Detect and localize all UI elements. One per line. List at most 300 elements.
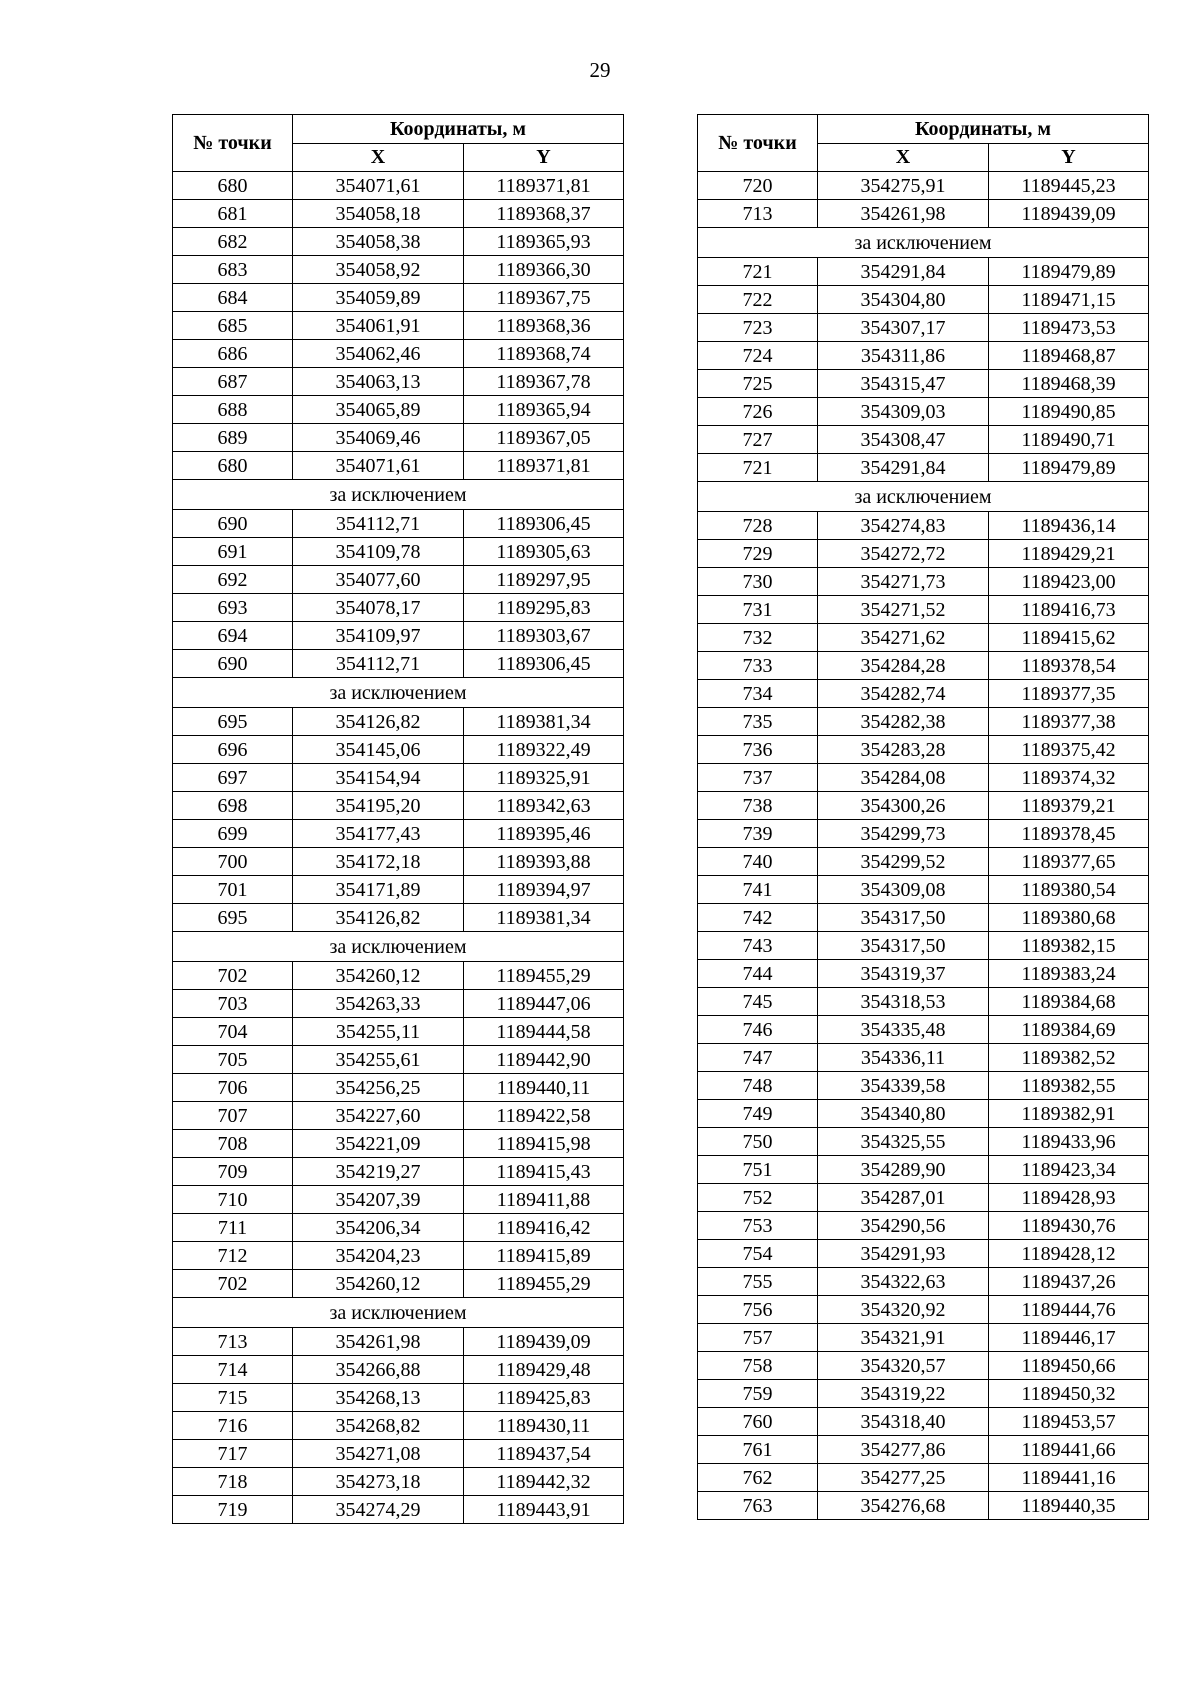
table-row bbox=[173, 200, 624, 228]
x-coordinate-cell: 354322,63 bbox=[818, 1268, 989, 1296]
y-coordinate-cell: 1189411,88 bbox=[464, 1186, 624, 1214]
x-coordinate-cell: 354268,82 bbox=[293, 1412, 464, 1440]
point-number-cell: 716 bbox=[173, 1412, 293, 1440]
x-coordinate-cell: 354282,38 bbox=[818, 708, 989, 736]
table-row bbox=[698, 286, 1149, 314]
table-row bbox=[173, 1130, 624, 1158]
exclusion-separator-row bbox=[698, 482, 1149, 512]
x-coordinate-cell: 354291,84 bbox=[818, 454, 989, 482]
y-column-header: Y bbox=[464, 143, 624, 172]
x-coordinate-cell: 354320,92 bbox=[818, 1296, 989, 1324]
y-column-header: Y bbox=[989, 143, 1149, 172]
point-number-cell: 683 bbox=[173, 256, 293, 284]
page-number: 29 bbox=[589, 58, 611, 82]
table-row bbox=[173, 962, 624, 990]
coordinates-header: Координаты, м bbox=[293, 115, 624, 144]
point-number-cell: 752 bbox=[698, 1184, 818, 1212]
y-coordinate-cell: 1189453,57 bbox=[989, 1408, 1149, 1436]
table-row bbox=[698, 398, 1149, 426]
y-coordinate-cell: 1189377,38 bbox=[989, 708, 1149, 736]
y-coordinate-cell: 1189422,58 bbox=[464, 1102, 624, 1130]
point-number-cell: 745 bbox=[698, 988, 818, 1016]
x-coordinate-cell: 354283,28 bbox=[818, 736, 989, 764]
x-coordinate-cell: 354271,73 bbox=[818, 568, 989, 596]
point-number-cell: 694 bbox=[173, 622, 293, 650]
point-number-cell: 690 bbox=[173, 650, 293, 678]
point-number-cell: 688 bbox=[173, 396, 293, 424]
y-coordinate-cell: 1189429,21 bbox=[989, 540, 1149, 568]
point-number-cell: 721 bbox=[698, 454, 818, 482]
y-coordinate-cell: 1189382,55 bbox=[989, 1072, 1149, 1100]
y-coordinate-cell: 1189429,48 bbox=[464, 1356, 624, 1384]
point-number-cell: 763 bbox=[698, 1492, 818, 1520]
x-coordinate-cell: 354335,48 bbox=[818, 1016, 989, 1044]
table-row bbox=[173, 622, 624, 650]
x-column-header: X bbox=[818, 143, 989, 172]
point-number-cell: 714 bbox=[173, 1356, 293, 1384]
exclusion-label: за исключением bbox=[698, 228, 1149, 258]
table-row bbox=[173, 1384, 624, 1412]
y-coordinate-cell: 1189430,11 bbox=[464, 1412, 624, 1440]
x-coordinate-cell: 354307,17 bbox=[818, 314, 989, 342]
point-number-cell: 695 bbox=[173, 708, 293, 736]
point-number-cell: 719 bbox=[173, 1496, 293, 1524]
table-row bbox=[173, 228, 624, 256]
y-coordinate-cell: 1189365,94 bbox=[464, 396, 624, 424]
x-coordinate-cell: 354308,47 bbox=[818, 426, 989, 454]
y-coordinate-cell: 1189479,89 bbox=[989, 454, 1149, 482]
table-row bbox=[173, 1158, 624, 1186]
point-number-cell: 747 bbox=[698, 1044, 818, 1072]
table-row bbox=[698, 1072, 1149, 1100]
x-coordinate-cell: 354309,03 bbox=[818, 398, 989, 426]
table-row bbox=[173, 1242, 624, 1270]
point-number-cell: 742 bbox=[698, 904, 818, 932]
x-coordinate-cell: 354266,88 bbox=[293, 1356, 464, 1384]
point-number-cell: 711 bbox=[173, 1214, 293, 1242]
point-number-cell: 720 bbox=[698, 172, 818, 200]
x-coordinate-cell: 354320,57 bbox=[818, 1352, 989, 1380]
x-coordinate-cell: 354309,08 bbox=[818, 876, 989, 904]
x-coordinate-cell: 354277,86 bbox=[818, 1436, 989, 1464]
table-row bbox=[698, 932, 1149, 960]
x-coordinate-cell: 354063,13 bbox=[293, 368, 464, 396]
point-number-header: № точки bbox=[173, 115, 293, 172]
table-row bbox=[698, 1212, 1149, 1240]
point-number-cell: 697 bbox=[173, 764, 293, 792]
y-coordinate-cell: 1189473,53 bbox=[989, 314, 1149, 342]
point-number-cell: 685 bbox=[173, 312, 293, 340]
point-number-cell: 702 bbox=[173, 1270, 293, 1298]
x-coordinate-cell: 354271,62 bbox=[818, 624, 989, 652]
y-coordinate-cell: 1189433,96 bbox=[989, 1128, 1149, 1156]
y-coordinate-cell: 1189450,66 bbox=[989, 1352, 1149, 1380]
y-coordinate-cell: 1189381,34 bbox=[464, 904, 624, 932]
table-row bbox=[173, 1270, 624, 1298]
table-row bbox=[698, 708, 1149, 736]
table-row bbox=[173, 1046, 624, 1074]
y-coordinate-cell: 1189444,58 bbox=[464, 1018, 624, 1046]
y-coordinate-cell: 1189379,21 bbox=[989, 792, 1149, 820]
y-coordinate-cell: 1189440,35 bbox=[989, 1492, 1149, 1520]
coordinates-table-left-body bbox=[173, 172, 624, 1524]
table-row bbox=[173, 1074, 624, 1102]
x-coordinate-cell: 354207,39 bbox=[293, 1186, 464, 1214]
table-row bbox=[173, 764, 624, 792]
point-number-cell: 686 bbox=[173, 340, 293, 368]
exclusion-label: за исключением bbox=[698, 482, 1149, 512]
x-coordinate-cell: 354325,55 bbox=[818, 1128, 989, 1156]
table-row bbox=[698, 904, 1149, 932]
point-number-cell: 741 bbox=[698, 876, 818, 904]
x-coordinate-cell: 354318,53 bbox=[818, 988, 989, 1016]
x-coordinate-cell: 354290,56 bbox=[818, 1212, 989, 1240]
table-row bbox=[173, 1102, 624, 1130]
point-number-cell: 736 bbox=[698, 736, 818, 764]
table-row bbox=[173, 876, 624, 904]
point-number-cell: 689 bbox=[173, 424, 293, 452]
table-row bbox=[173, 172, 624, 200]
y-coordinate-cell: 1189479,89 bbox=[989, 258, 1149, 286]
y-coordinate-cell: 1189437,54 bbox=[464, 1440, 624, 1468]
point-number-cell: 722 bbox=[698, 286, 818, 314]
point-number-cell: 727 bbox=[698, 426, 818, 454]
table-row bbox=[698, 792, 1149, 820]
point-number-cell: 700 bbox=[173, 848, 293, 876]
exclusion-label: за исключением bbox=[173, 1298, 624, 1328]
x-coordinate-cell: 354289,90 bbox=[818, 1156, 989, 1184]
table-row bbox=[173, 736, 624, 764]
point-number-cell: 743 bbox=[698, 932, 818, 960]
x-coordinate-cell: 354300,26 bbox=[818, 792, 989, 820]
x-coordinate-cell: 354077,60 bbox=[293, 566, 464, 594]
table-row bbox=[698, 680, 1149, 708]
exclusion-label: за исключением bbox=[173, 932, 624, 962]
point-number-cell: 699 bbox=[173, 820, 293, 848]
point-number-cell: 759 bbox=[698, 1380, 818, 1408]
y-coordinate-cell: 1189368,37 bbox=[464, 200, 624, 228]
y-coordinate-cell: 1189423,00 bbox=[989, 568, 1149, 596]
y-coordinate-cell: 1189439,09 bbox=[989, 200, 1149, 228]
table-row bbox=[698, 540, 1149, 568]
table-row bbox=[698, 1492, 1149, 1520]
point-number-cell: 680 bbox=[173, 452, 293, 480]
point-number-cell: 704 bbox=[173, 1018, 293, 1046]
y-coordinate-cell: 1189380,54 bbox=[989, 876, 1149, 904]
table-row bbox=[698, 988, 1149, 1016]
y-coordinate-cell: 1189374,32 bbox=[989, 764, 1149, 792]
table-row bbox=[698, 200, 1149, 228]
y-coordinate-cell: 1189367,78 bbox=[464, 368, 624, 396]
table-row bbox=[173, 1328, 624, 1356]
x-coordinate-cell: 354276,68 bbox=[818, 1492, 989, 1520]
table-row bbox=[698, 1128, 1149, 1156]
y-coordinate-cell: 1189442,90 bbox=[464, 1046, 624, 1074]
y-coordinate-cell: 1189445,23 bbox=[989, 172, 1149, 200]
y-coordinate-cell: 1189367,05 bbox=[464, 424, 624, 452]
x-coordinate-cell: 354261,98 bbox=[293, 1328, 464, 1356]
y-coordinate-cell: 1189378,45 bbox=[989, 820, 1149, 848]
y-coordinate-cell: 1189384,69 bbox=[989, 1016, 1149, 1044]
y-coordinate-cell: 1189368,74 bbox=[464, 340, 624, 368]
x-coordinate-cell: 354109,78 bbox=[293, 538, 464, 566]
x-coordinate-cell: 354078,17 bbox=[293, 594, 464, 622]
y-coordinate-cell: 1189468,39 bbox=[989, 370, 1149, 398]
y-coordinate-cell: 1189415,89 bbox=[464, 1242, 624, 1270]
x-coordinate-cell: 354227,60 bbox=[293, 1102, 464, 1130]
y-coordinate-cell: 1189455,29 bbox=[464, 962, 624, 990]
y-coordinate-cell: 1189394,97 bbox=[464, 876, 624, 904]
point-number-cell: 710 bbox=[173, 1186, 293, 1214]
point-number-cell: 712 bbox=[173, 1242, 293, 1270]
y-coordinate-cell: 1189365,93 bbox=[464, 228, 624, 256]
x-coordinate-cell: 354145,06 bbox=[293, 736, 464, 764]
exclusion-separator-row bbox=[698, 228, 1149, 258]
exclusion-separator-row bbox=[173, 678, 624, 708]
table-row bbox=[173, 510, 624, 538]
x-coordinate-cell: 354299,52 bbox=[818, 848, 989, 876]
y-coordinate-cell: 1189428,12 bbox=[989, 1240, 1149, 1268]
x-coordinate-cell: 354339,58 bbox=[818, 1072, 989, 1100]
point-number-cell: 739 bbox=[698, 820, 818, 848]
y-coordinate-cell: 1189384,68 bbox=[989, 988, 1149, 1016]
exclusion-label: за исключением bbox=[173, 480, 624, 510]
y-coordinate-cell: 1189382,15 bbox=[989, 932, 1149, 960]
point-number-cell: 731 bbox=[698, 596, 818, 624]
x-coordinate-cell: 354059,89 bbox=[293, 284, 464, 312]
x-coordinate-cell: 354177,43 bbox=[293, 820, 464, 848]
x-coordinate-cell: 354061,91 bbox=[293, 312, 464, 340]
y-coordinate-cell: 1189368,36 bbox=[464, 312, 624, 340]
point-number-cell: 732 bbox=[698, 624, 818, 652]
x-coordinate-cell: 354336,11 bbox=[818, 1044, 989, 1072]
x-coordinate-cell: 354340,80 bbox=[818, 1100, 989, 1128]
x-coordinate-cell: 354317,50 bbox=[818, 932, 989, 960]
x-coordinate-cell: 354195,20 bbox=[293, 792, 464, 820]
point-number-cell: 680 bbox=[173, 172, 293, 200]
point-number-cell: 723 bbox=[698, 314, 818, 342]
table-row bbox=[698, 1016, 1149, 1044]
y-coordinate-cell: 1189439,09 bbox=[464, 1328, 624, 1356]
x-coordinate-cell: 354318,40 bbox=[818, 1408, 989, 1436]
table-row bbox=[173, 538, 624, 566]
table-row bbox=[698, 876, 1149, 904]
y-coordinate-cell: 1189381,34 bbox=[464, 708, 624, 736]
point-number-cell: 756 bbox=[698, 1296, 818, 1324]
table-row bbox=[173, 1018, 624, 1046]
x-coordinate-cell: 354291,93 bbox=[818, 1240, 989, 1268]
y-coordinate-cell: 1189375,42 bbox=[989, 736, 1149, 764]
table-row bbox=[698, 1184, 1149, 1212]
coordinates-table-left bbox=[172, 114, 624, 1524]
table-row bbox=[698, 1324, 1149, 1352]
x-coordinate-cell: 354126,82 bbox=[293, 904, 464, 932]
point-number-cell: 734 bbox=[698, 680, 818, 708]
y-coordinate-cell: 1189490,85 bbox=[989, 398, 1149, 426]
table-row bbox=[698, 1296, 1149, 1324]
table-row bbox=[173, 1496, 624, 1524]
y-coordinate-cell: 1189415,98 bbox=[464, 1130, 624, 1158]
point-number-cell: 750 bbox=[698, 1128, 818, 1156]
table-row bbox=[173, 594, 624, 622]
x-coordinate-cell: 354256,25 bbox=[293, 1074, 464, 1102]
table-row bbox=[698, 172, 1149, 200]
x-coordinate-cell: 354319,22 bbox=[818, 1380, 989, 1408]
table-row bbox=[698, 1240, 1149, 1268]
point-number-cell: 758 bbox=[698, 1352, 818, 1380]
x-coordinate-cell: 354171,89 bbox=[293, 876, 464, 904]
x-coordinate-cell: 354062,46 bbox=[293, 340, 464, 368]
y-coordinate-cell: 1189468,87 bbox=[989, 342, 1149, 370]
y-coordinate-cell: 1189342,63 bbox=[464, 792, 624, 820]
table-row bbox=[173, 792, 624, 820]
x-coordinate-cell: 354154,94 bbox=[293, 764, 464, 792]
x-column-header: X bbox=[293, 143, 464, 172]
y-coordinate-cell: 1189380,68 bbox=[989, 904, 1149, 932]
point-number-cell: 724 bbox=[698, 342, 818, 370]
table-row bbox=[173, 340, 624, 368]
point-number-cell: 749 bbox=[698, 1100, 818, 1128]
table-row bbox=[173, 1412, 624, 1440]
point-number-cell: 705 bbox=[173, 1046, 293, 1074]
y-coordinate-cell: 1189415,43 bbox=[464, 1158, 624, 1186]
point-number-cell: 693 bbox=[173, 594, 293, 622]
y-coordinate-cell: 1189471,15 bbox=[989, 286, 1149, 314]
y-coordinate-cell: 1189490,71 bbox=[989, 426, 1149, 454]
exclusion-label: за исключением bbox=[173, 678, 624, 708]
table-row bbox=[173, 424, 624, 452]
y-coordinate-cell: 1189383,24 bbox=[989, 960, 1149, 988]
y-coordinate-cell: 1189441,16 bbox=[989, 1464, 1149, 1492]
x-coordinate-cell: 354221,09 bbox=[293, 1130, 464, 1158]
table-row bbox=[698, 454, 1149, 482]
point-number-cell: 760 bbox=[698, 1408, 818, 1436]
exclusion-separator-row bbox=[173, 480, 624, 510]
table-row bbox=[698, 596, 1149, 624]
y-coordinate-cell: 1189447,06 bbox=[464, 990, 624, 1018]
point-number-cell: 696 bbox=[173, 736, 293, 764]
x-coordinate-cell: 354304,80 bbox=[818, 286, 989, 314]
point-number-cell: 757 bbox=[698, 1324, 818, 1352]
table-row bbox=[173, 820, 624, 848]
point-number-cell: 690 bbox=[173, 510, 293, 538]
y-coordinate-cell: 1189442,32 bbox=[464, 1468, 624, 1496]
x-coordinate-cell: 354274,83 bbox=[818, 512, 989, 540]
x-coordinate-cell: 354206,34 bbox=[293, 1214, 464, 1242]
x-coordinate-cell: 354271,52 bbox=[818, 596, 989, 624]
table-row bbox=[173, 708, 624, 736]
point-number-cell: 684 bbox=[173, 284, 293, 312]
table-row bbox=[698, 314, 1149, 342]
exclusion-separator-row bbox=[173, 932, 624, 962]
point-number-cell: 717 bbox=[173, 1440, 293, 1468]
point-number-cell: 737 bbox=[698, 764, 818, 792]
point-number-cell: 701 bbox=[173, 876, 293, 904]
point-number-cell: 713 bbox=[173, 1328, 293, 1356]
point-number-cell: 691 bbox=[173, 538, 293, 566]
y-coordinate-cell: 1189446,17 bbox=[989, 1324, 1149, 1352]
x-coordinate-cell: 354255,11 bbox=[293, 1018, 464, 1046]
x-coordinate-cell: 354071,61 bbox=[293, 172, 464, 200]
table-row bbox=[173, 1356, 624, 1384]
x-coordinate-cell: 354317,50 bbox=[818, 904, 989, 932]
table-row bbox=[698, 568, 1149, 596]
point-number-cell: 748 bbox=[698, 1072, 818, 1100]
point-number-cell: 761 bbox=[698, 1436, 818, 1464]
table-row bbox=[173, 452, 624, 480]
x-coordinate-cell: 354065,89 bbox=[293, 396, 464, 424]
table-row bbox=[698, 370, 1149, 398]
table-row bbox=[698, 512, 1149, 540]
point-number-cell: 713 bbox=[698, 200, 818, 228]
y-coordinate-cell: 1189377,35 bbox=[989, 680, 1149, 708]
y-coordinate-cell: 1189378,54 bbox=[989, 652, 1149, 680]
y-coordinate-cell: 1189295,83 bbox=[464, 594, 624, 622]
x-coordinate-cell: 354260,12 bbox=[293, 962, 464, 990]
point-number-cell: 735 bbox=[698, 708, 818, 736]
point-number-cell: 746 bbox=[698, 1016, 818, 1044]
table-row bbox=[173, 904, 624, 932]
point-number-cell: 718 bbox=[173, 1468, 293, 1496]
coordinates-header: Координаты, м bbox=[818, 115, 1149, 144]
y-coordinate-cell: 1189377,65 bbox=[989, 848, 1149, 876]
y-coordinate-cell: 1189322,49 bbox=[464, 736, 624, 764]
x-coordinate-cell: 354109,97 bbox=[293, 622, 464, 650]
point-number-cell: 753 bbox=[698, 1212, 818, 1240]
table-row bbox=[698, 1156, 1149, 1184]
table-row bbox=[698, 764, 1149, 792]
y-coordinate-cell: 1189437,26 bbox=[989, 1268, 1149, 1296]
x-coordinate-cell: 354255,61 bbox=[293, 1046, 464, 1074]
table-row bbox=[698, 1464, 1149, 1492]
x-coordinate-cell: 354284,28 bbox=[818, 652, 989, 680]
table-row bbox=[173, 990, 624, 1018]
y-coordinate-cell: 1189382,91 bbox=[989, 1100, 1149, 1128]
exclusion-separator-row bbox=[173, 1298, 624, 1328]
point-number-cell: 725 bbox=[698, 370, 818, 398]
x-coordinate-cell: 354277,25 bbox=[818, 1464, 989, 1492]
y-coordinate-cell: 1189443,91 bbox=[464, 1496, 624, 1524]
x-coordinate-cell: 354315,47 bbox=[818, 370, 989, 398]
x-coordinate-cell: 354058,92 bbox=[293, 256, 464, 284]
point-number-cell: 708 bbox=[173, 1130, 293, 1158]
point-number-cell: 738 bbox=[698, 792, 818, 820]
point-number-cell: 707 bbox=[173, 1102, 293, 1130]
table-row bbox=[698, 1100, 1149, 1128]
table-row bbox=[698, 736, 1149, 764]
x-coordinate-cell: 354219,27 bbox=[293, 1158, 464, 1186]
table-row bbox=[173, 1440, 624, 1468]
y-coordinate-cell: 1189455,29 bbox=[464, 1270, 624, 1298]
x-coordinate-cell: 354058,38 bbox=[293, 228, 464, 256]
point-number-cell: 740 bbox=[698, 848, 818, 876]
point-number-cell: 726 bbox=[698, 398, 818, 426]
point-number-cell: 744 bbox=[698, 960, 818, 988]
y-coordinate-cell: 1189423,34 bbox=[989, 1156, 1149, 1184]
y-coordinate-cell: 1189382,52 bbox=[989, 1044, 1149, 1072]
table-row bbox=[173, 368, 624, 396]
x-coordinate-cell: 354271,08 bbox=[293, 1440, 464, 1468]
x-coordinate-cell: 354272,72 bbox=[818, 540, 989, 568]
x-coordinate-cell: 354311,86 bbox=[818, 342, 989, 370]
table-row bbox=[698, 960, 1149, 988]
table-row bbox=[698, 342, 1149, 370]
table-row bbox=[173, 566, 624, 594]
point-number-header: № точки bbox=[698, 115, 818, 172]
x-coordinate-cell: 354058,18 bbox=[293, 200, 464, 228]
table-row bbox=[173, 1214, 624, 1242]
x-coordinate-cell: 354263,33 bbox=[293, 990, 464, 1018]
